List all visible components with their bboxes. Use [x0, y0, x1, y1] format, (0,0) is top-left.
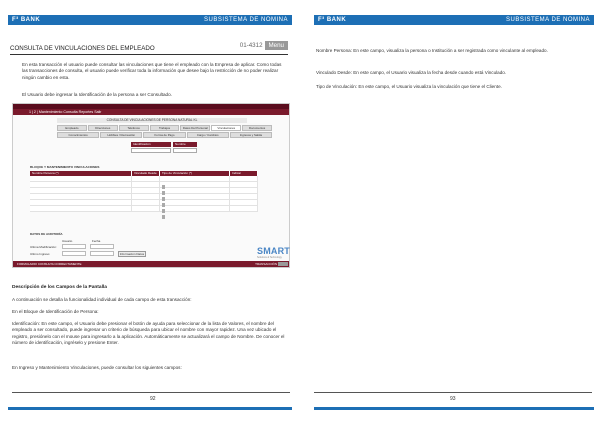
tab-empleado: Empleado: [57, 125, 87, 131]
screen-menu-bar: 1 | 2 | Mantenimiento Consulta Reportes Salir: [13, 109, 289, 115]
screen-status-bar: [13, 261, 289, 267]
col-tipo-vinculacion: Tipo de Vinculación (*): [160, 171, 230, 176]
paragraph-tipo-vinculacion: Tipo de Vinculación: En este campo, el Usuario visualiza la vinculación que tiene el Cliente.: [316, 84, 502, 89]
system-name: SUBSISTEMA DE NOMINA: [203, 17, 288, 23]
dropdown-icon: [162, 215, 165, 219]
audit-block: [30, 232, 190, 256]
audit-mod-date-field: [90, 244, 114, 249]
tab-datos-personal: Datos Del Personal: [180, 125, 210, 131]
tab-conocimientos: Conocimientos: [57, 132, 99, 138]
audit-date-label: Fecha: [92, 239, 101, 243]
tab-trabajos: Trabajos: [150, 125, 180, 131]
page-number: 92: [150, 396, 156, 402]
footer-divider: [12, 392, 290, 393]
page-title: [10, 42, 288, 55]
vinculaciones-grid: [30, 171, 258, 212]
smart-logo-text: SMART: [257, 246, 290, 256]
tab-ingresos: Ingresos y Salida: [230, 132, 272, 138]
audit-row-modification: Ultima Modificación:: [30, 245, 57, 249]
tab-direcciones: Direcciones: [88, 125, 118, 131]
col-indicar: Indicar: [230, 171, 258, 176]
col-vinculado-desde: Vinculado Desde: [132, 171, 160, 176]
section-heading: Descripción de los Campos de la Pantalla: [12, 285, 107, 290]
tab-documentos: Documentos: [242, 125, 272, 131]
brand-logo: F³ BANK: [12, 17, 41, 23]
page-number: 93: [450, 396, 456, 402]
identification-field: [131, 148, 171, 153]
paragraph-1: A continuación se detalla la funcionalidad individual de cada campo de esta transacción:: [12, 297, 192, 302]
brand-logo: F³ BANK: [318, 17, 347, 23]
footer-divider: [314, 392, 592, 393]
audit-ing-user-field: [62, 251, 86, 256]
paragraph-3: Identificación: En este campo, el Usuario debe presionar el botón de ayuda para seleccionar de la lista de Valores, el nombre del empleado a ser consultado, puede ingresar un criterio de búsqueda para ubicar el nombre con mayor rapidez. Una vez ubicado el registro, presiónelo con el mouse para ingresarlo a la aplicación. Automáticamente se actualizará el campo de Nombre. De conocer el número de identificación, ingréselo y presione Enter.: [12, 321, 285, 346]
page-title-text: CONSULTA DE VINCULACIONES DEL EMPLEADO: [10, 45, 155, 52]
right-page: [300, 0, 600, 424]
header-bar: [314, 15, 594, 25]
tab-cargo: Cargo / Cambios: [187, 132, 229, 138]
audit-row-ingreso: Ultimo Ingreso:: [30, 252, 51, 256]
audit-info-button: Información Datos: [119, 252, 145, 256]
audit-mod-user-field: [62, 244, 86, 249]
col-nombre-persona: Nombre Persona (*): [30, 171, 132, 176]
name-field: [173, 148, 197, 153]
tab-vinculaciones: Vinculaciones: [211, 125, 241, 131]
instruction-paragraph: El Usuario debe ingresar la Identificación de la persona a ser Consultado.: [22, 92, 172, 97]
block-label: BLOQUE Y MANTENIMIENTO VINCULACIONES: [30, 165, 100, 169]
name-label: Nombre: [173, 142, 197, 147]
table-row: [30, 206, 258, 212]
form-title: CONSULTA DE VINCULACIONES DE PERSONA NATURAL KL: [57, 118, 247, 123]
smart-logo-subtitle: Solutions & Technology: [257, 256, 282, 259]
paragraph-2: En el Bloque de Identificación de Persona:: [12, 309, 99, 314]
audit-ing-date-field: [90, 251, 114, 256]
tab-forma-pago: Forma de Pago: [143, 132, 185, 138]
paragraph-vinculado-desde: Vinculado Desde: En este campo, el Usuario visualiza la fecha desde cuando está Vinculado.: [316, 70, 507, 75]
intro-paragraph: En esta transacción el usuario puede consultar las vinculaciones que tiene el empleado con la Empresa de aplicar. Como todas las transacciones de consulta, el usuario puede verificar toda la información que desee bajo la restricción de no poder realizar ningún cambio en esta.: [22, 62, 282, 80]
paragraph-nombre-persona: Nombre Persona: En este campo, visualiza la persona o Institución a ser registrada como vinculante al empleado.: [316, 48, 548, 53]
tab-telefonos: Teléfonos: [119, 125, 149, 131]
transaction-number: 01-4312: [239, 42, 263, 49]
system-name: SUBSISTEMA DE NOMINA: [505, 17, 590, 23]
bottom-edge-bar: [8, 407, 292, 410]
status-indicator: [278, 262, 288, 266]
header-bar: [8, 15, 292, 25]
menu-badge: Menu: [265, 41, 288, 50]
status-transaction: TRANSACCIÓN: [255, 262, 277, 266]
paragraph-4: En Ingreso y Mantenimiento Vinculaciones, puede consultar los siguientes campos:: [12, 365, 182, 370]
status-message: FORMULARIO CONSULTA CORRECTAMENTE: [17, 262, 82, 266]
bottom-edge-bar: [314, 407, 594, 410]
embedded-screenshot: [12, 103, 290, 268]
transaction-code: [240, 42, 288, 49]
tab-bar: [57, 125, 272, 139]
tab-hobbies: Hobbies / Recreación: [100, 132, 142, 138]
audit-user-label: Usuario: [62, 239, 73, 243]
audit-label: DATOS DE AUDITORÍA: [30, 232, 63, 236]
identification-label: Identificación: [131, 142, 171, 147]
